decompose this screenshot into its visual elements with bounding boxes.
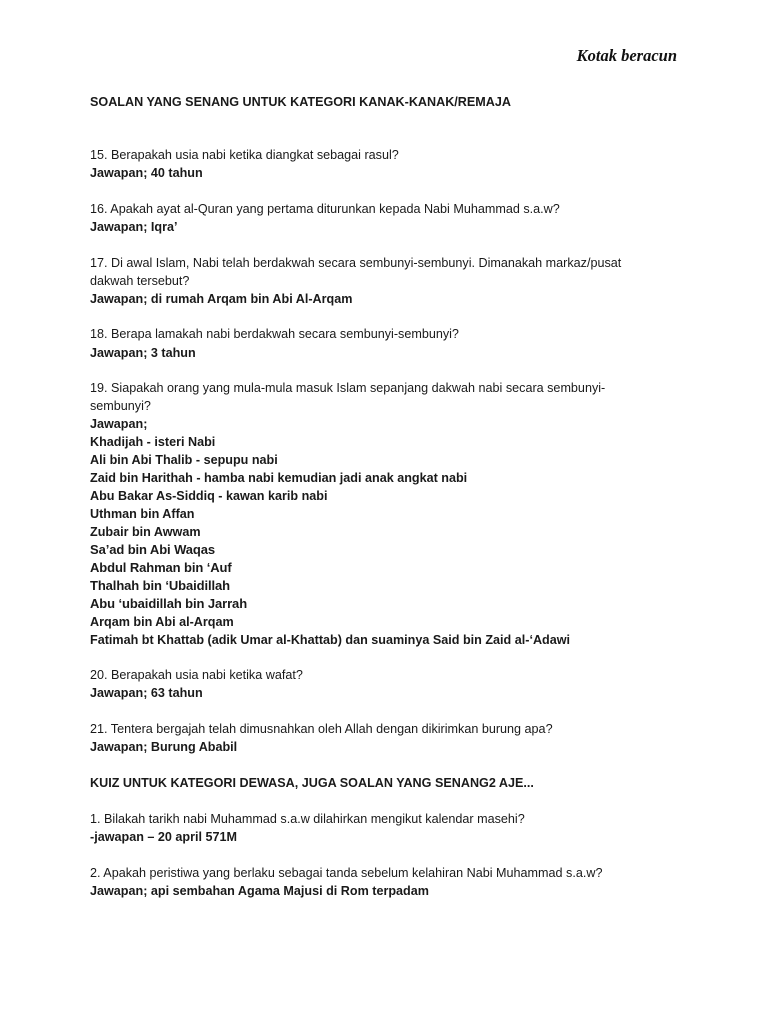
answer-19-item: Zubair bin Awwam (90, 525, 201, 539)
section-heading-adults: KUIZ UNTUK KATEGORI DEWASA, JUGA SOALAN YANG SENANG2 AJE... (90, 776, 534, 790)
question-21: 21. Tentera bergajah telah dimusnahkan oleh Allah dengan dikirimkan burung apa? (90, 722, 553, 736)
answer-19-item: Fatimah bt Khattab (adik Umar al-Khattab) dan suaminya Said bin Zaid al-‘Adawi (90, 633, 571, 647)
question-17-line-2: dakwah tersebut? (90, 274, 190, 288)
answer-adult-1: -jawapan – 20 april 571M (90, 830, 237, 844)
answer-19-item: Uthman bin Affan (90, 507, 195, 521)
answer-19-item: Khadijah - isteri Nabi (90, 435, 216, 449)
answer-adult-2: Jawapan; api sembahan Agama Majusi di Rom terpadam (90, 884, 429, 898)
answer-21: Jawapan; Burung Ababil (90, 740, 238, 754)
question-16: 16. Apakah ayat al-Quran yang pertama diturunkan kepada Nabi Muhammad s.a.w? (90, 202, 560, 216)
document-header-title: Kotak beracun (576, 46, 677, 65)
question-adult-1: 1. Bilakah tarikh nabi Muhammad s.a.w dilahirkan mengikut kalendar masehi? (90, 812, 525, 826)
answer-19-item: Abu Bakar As-Siddiq - kawan karib nabi (90, 489, 328, 503)
answer-20: Jawapan; 63 tahun (90, 686, 203, 700)
answer-15: Jawapan; 40 tahun (90, 166, 203, 180)
answer-16: Jawapan; Iqra’ (90, 220, 178, 234)
question-20: 20. Berapakah usia nabi ketika wafat? (90, 668, 303, 682)
section-heading-kids: SOALAN YANG SENANG UNTUK KATEGORI KANAK-KANAK/REMAJA (90, 95, 511, 109)
answer-18: Jawapan; 3 tahun (90, 346, 196, 360)
question-19-line-2: sembunyi? (90, 399, 151, 413)
question-18: 18. Berapa lamakah nabi berdakwah secara sembunyi-sembunyi? (90, 327, 459, 341)
question-17-line-1: 17. Di awal Islam, Nabi telah berdakwah secara sembunyi-sembunyi. Dimanakah markaz/pusat (90, 256, 622, 270)
answer-19-item: Abdul Rahman bin ‘Auf (90, 560, 232, 575)
answer-19-item: Sa’ad bin Abi Waqas (90, 542, 215, 557)
question-15: 15. Berapakah usia nabi ketika diangkat sebagai rasul? (90, 148, 399, 162)
question-19-line-1: 19. Siapakah orang yang mula-mula masuk Islam sepanjang dakwah nabi secara sembunyi- (90, 381, 606, 395)
answer-17: Jawapan; di rumah Arqam bin Abi Al-Arqam (90, 292, 353, 306)
answer-19-item: Thalhah bin ‘Ubaidillah (90, 578, 230, 593)
answer-19-item: Ali bin Abi Thalib - sepupu nabi (90, 453, 278, 467)
answer-19-item: Zaid bin Harithah - hamba nabi kemudian jadi anak angkat nabi (90, 471, 468, 485)
question-adult-2: 2. Apakah peristiwa yang berlaku sebagai tanda sebelum kelahiran Nabi Muhammad s.a.w? (90, 866, 603, 880)
answer-19-item: Abu ‘ubaidillah bin Jarrah (90, 596, 248, 611)
answer-19-label: Jawapan; (90, 417, 148, 431)
answer-19-item: Arqam bin Abi al-Arqam (90, 615, 234, 629)
